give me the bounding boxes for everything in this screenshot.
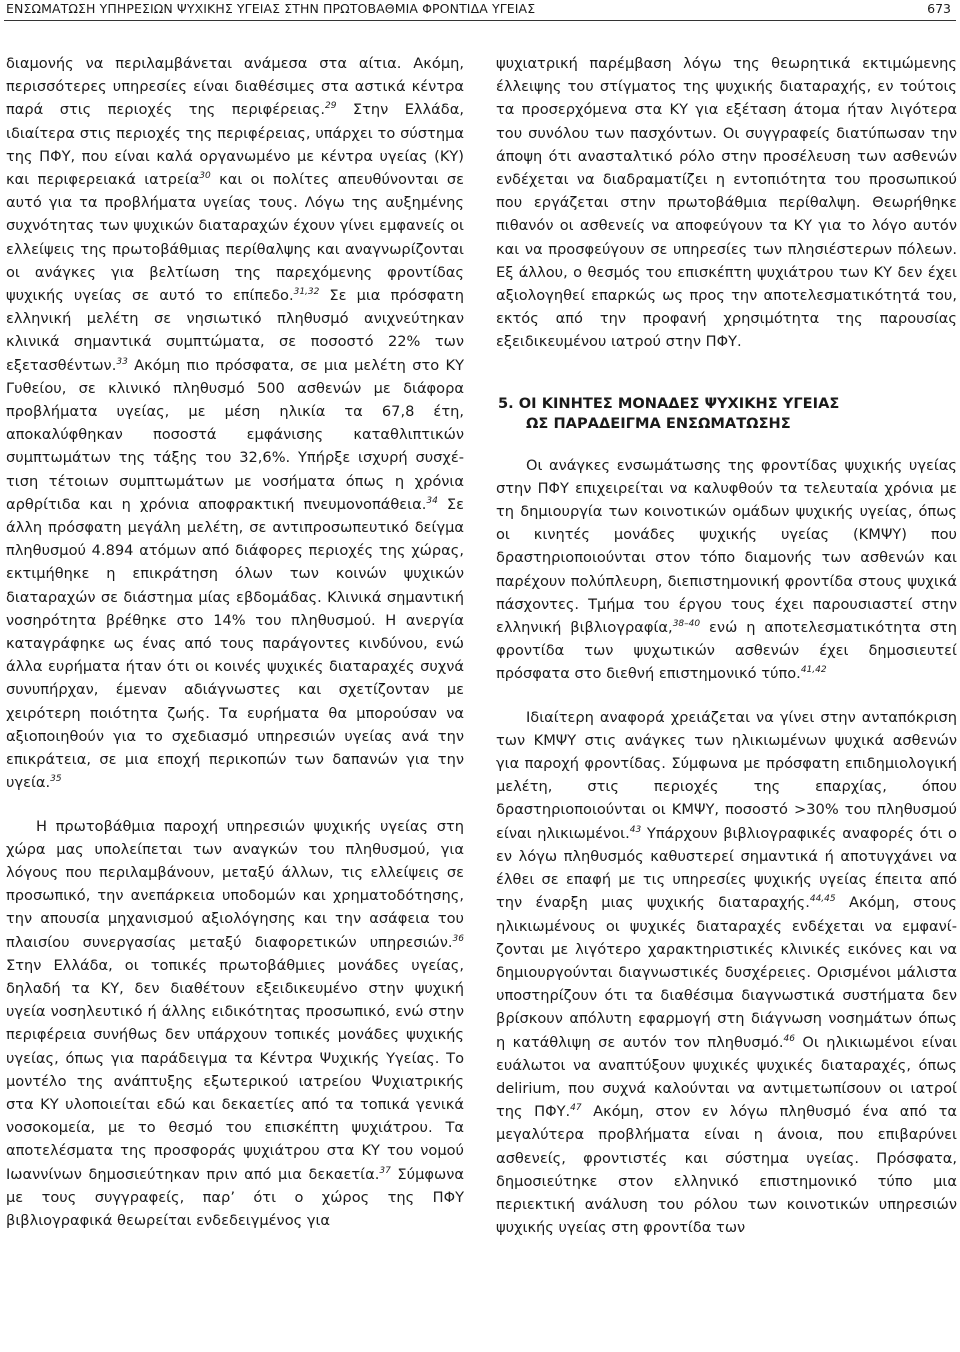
reference-marker: 34 (426, 495, 438, 506)
section-heading-line: ΩΣ ΠΑΡΑΔΕΙΓΜΑ ΕΝΣΩΜΑΤΩΣΗΣ (526, 414, 791, 432)
reference-marker: 29 (325, 101, 337, 112)
reference-marker: 30 (199, 171, 211, 182)
reference-marker: 41,42 (800, 665, 827, 676)
header-rule (4, 20, 956, 21)
paragraph: ψυχιατρική παρέμβαση λόγω της θεωρητικά εκτιμώμενης έλλειψης του στίγματος της ψυχικής διαταραχής, εν τούτοις τα προσερχόμενα στα ΚΥ για εξέταση άτομα ήταν λιγότερα του συνόλου των πασχόντων. Οι συγγραφείς διατύπωσαν την άποψη ότι ανασταλτικό ρόλο στην προσέλευση των ασθενών ενδέχεται να διαδραματίζει η εντοπιότητα του προσωπικού που εργάζεται στην πρωτοβάθμια περίθαλψη. Θεωρήθηκε πιθανόν οι ασθενείς να αποφεύγουν τα ΚΥ για το λόγο αυτόν και να προσφεύγουν σε υπηρεσίες των πλησιέστερων πόλεων. Εξ άλλου, ο θεσμός του επισκέπτη ψυχιάτρου των ΚΥ δεν έχει αξιολογηθεί επαρκώς ως προς την αποτελεσματικότητά του, εκτός από την προφανή χρησιμότητα της παρουσίας εξειδικευμένου ιατρού στην ΠΦΥ. (496, 55, 957, 351)
page-number: 673 (927, 1, 951, 16)
reference-marker: 31,32 (293, 287, 320, 298)
reference-marker: 47 (570, 1103, 582, 1114)
section-heading-line: 5. ΟΙ ΚΙΝΗΤΕΣ ΜΟΝΑΔΕΣ ΨΥΧΙΚΗΣ ΥΓΕΙΑΣ (498, 394, 840, 412)
paragraph: Οι ανάγκες ενσωμάτωσης της φροντίδας ψυχικής υγείας στην ΠΦΥ επιχειρείται να καλυφθούν τα τελευταία χρόνια με τη δημιουργία των κοινοτικών ομάδων ψυχικής υγείας, όπως οι κινητές μονάδες ψυχικής υγείας (ΚΜΨΥ) που δραστηριοποιούνται στον τόπο διαμονής των ασθενών και παρέχουν πολύπλευρη, διεπιστημονική φροντίδα στους ψυχικά πάσχοντες. Τμήμα του έργου τους έχει παρουσιαστεί στην ελληνική βιβλιογραφία,$^{38-40}$ ενώ η αποτελεσματικότητα στη φροντίδα των ψυχωτικών ασθενών έχει δημοσιευτεί πρόσφατα στο διεθνή επιστημονικό τύπο.$^{41,42}$ (496, 456, 957, 683)
reference-marker: 36 (452, 933, 464, 944)
reference-marker: 43 (629, 824, 642, 835)
paragraph: Ιδιαίτερη αναφορά χρειάζεται να γίνει στην ανταπόκριση των ΚΜΨΥ στις ανάγκες των ηλικιωμένων ψυχικά ασθενών για παροχή φροντίδας. Σύμφωνα με πρόσφατη επιδημιολογική μελέτη, στις περιοχές της επαρχίας, όπου δραστηριοποιούνται οι ΚΜΨΥ, ποσοστό >30% του πληθυσμού είναι ηλικιωμένοι.$^{43}$ Υπάρχουν βιβλιογραφικές αναφορές ότι ο εν λόγω πληθυσμός καθυστερεί σημαντικά ή αποτυγχάνει να έλθει σε επαφή με τις υπηρεσίες ψυχικής υγείας έπειτα από την έναρξη μιας ψυχικής διαταραχής.$^{44,45}$ Ακόμη, στους ηλικιωμένους οι ψυχικές διαταραχές ενδέχεται να εμφανίζονται με λιγότερο χαρακτηριστικές κλινικές εικόνες και να δημιουργούνται διαγνωστικές δυσχέρειες. Ορισμένοι μάλιστα υποστηρίζουν ότι τα διαθέσιμα διαγνωστικά συστήματα δεν βρίσκουν απόλυτη εφαρμογή στη διάγνωση νοσημάτων όπως η κατάθλιψη σε αυτόν τον πληθυσμό.$^{46}$ Οι ηλικιωμένοι είναι ευάλωτοι να αναπτύξουν ψυχικές ψυχικές διαταραχές, όπως delirium, που συχνά καλούνται να αντιμετωπίσουν οι ιατροί της ΠΦΥ.$^{47}$ Ακόμη, στον εν λόγω πληθυσμό ένα από τα μεγαλύτερα προβλήματα είναι η άνοια, που επιβαρύνει ασθενείς, φροντιστές και σύστημα υγείας. Πρόσφατα, δημοσιεύτηκε στον ελληνικό επιστημονικό τύπο μια περιεκτική ανάλυση του ρόλου των κοινοτικών υπηρεσιών ψυχικής υγείας στη φροντίδα των (496, 708, 957, 1237)
reference-marker: 44,45 (809, 894, 836, 905)
paragraph: Η πρωτοβάθμια παροχή υπηρεσιών ψυχικής υγείας στη χώρα μας υπολείπεται των αναγκών του πληθυσμού, για λόγους που περιλαμβάνουν, μεταξύ άλλων, τις ελλείψεις σε προσωπικό, την ανεπάρκεια υποδομών και χρηματοδότησης, την απουσία μηχανισμού αξιολόγησης και την ασάφεια του πλαισίου συνεργασίας μεταξύ διαφορετικών υπηρεσιών.$^{36}$ Στην Ελλάδα, οι τοπικές πρωτοβάθμιες μονάδες υγείας, δηλαδή τα ΚΥ, δεν διαθέτουν εξειδικευμένο στην ψυχική υγεία νοσηλευτικό ή άλλης ειδικότητας προσωπικό, ενώ στην περιφέρεια συνήθως δεν υπάρχουν τοπικές μονάδες ψυχικής υγείας, όπως για παράδειγμα τα Κέντρα Ψυχικής Υγείας. Το μοντέλο της ανάπτυξης εξωτερικού ιατρείου Ψυχιατρικής στα ΚΥ υλοποιείται εδώ και δεκαετίες από τα τοπικά γενικά νοσοκομεία, με το θεσμό του επισκέπτη ψυχιάτρου. Τα αποτελέσματα της προσφοράς ψυχιάτρου στα ΚΥ του νομού Ιωαννίνων δημοσιεύτηκαν πριν από μια δεκαετία.$^{37}$ Σύμφωνα με τους συγγραφείς, παρ’ ότι ο χώρος της ΠΦΥ βιβλιογραφικά θεωρείται ενδεδειγμένος για (6, 817, 464, 1229)
running-header-title: ΕΝΣΩΜΑΤΩΣΗ ΥΠΗΡΕΣΙΩΝ ΨΥΧΙΚΗΣ ΥΓΕΙΑΣ ΣΤΗΝ ΠΡΩΤΟΒΑΘΜΙΑ ΦΡΟΝΤΙΔΑ ΥΓΕΙΑΣ (6, 1, 536, 16)
reference-marker: 46 (783, 1033, 795, 1044)
reference-marker: 38–40 (672, 619, 701, 630)
paragraph: διαμονής να περιλαμβάνεται ανάμεσα στα αίτια. Ακόμη, περισσότερες υπηρεσίες είναι διαθέσιμες στα αστικά κέντρα παρά στις περιοχές της περιφέρειας.$^{29}$ Στην Ελλάδα, ιδιαίτερα στις περιοχές της περιφέρειας, υπάρχει το σύστημα της ΠΦΥ, που είναι καλά οργανωμένο με κέντρα υγείας (ΚΥ) και περιφερειακά ιατρεία$^{30}$ και οι πολίτες απευθύνονται σε αυτό για τα προβλήματα υγείας τους. Λόγω της αυξημένης συχνότητας των ψυχικών διαταραχών έχουν γίνει εμφανείς οι ελλείψεις της πρωτοβάθμιας περίθαλψης και αναγνωρίζονται οι ανάγκες για βελτίωση της παρεχόμενης φροντίδας ψυχικής υγείας σε αυτό το επίπεδο.$^{31,32}$ Σε μια πρόσφατη ελληνική μελέτη σε νησιωτικό πληθυσμό ανιχνεύτηκαν κλινικά σημαντικά συμπτώματα, σε ποσοστό 22% των εξετασθέντων.$^{33}$ Ακόμη πιο πρόσφατα, σε μια μελέτη στο ΚΥ Γυθείου, σε κλινικό πληθυσμό 500 ασθενών με διάφορα προβλήματα υγείας, με μέση ηλικία τα 67,8 έτη, αποκαλύφθηκαν ποσοστά εμφάνισης καταθλιπτικών συμπτωμάτων της τάξης του 32,6%. Υπήρξε ισχυρή συσχέτιση τέτοιων συμπτωμάτων με νοσήματα όπως η χρόνια αρθρίτιδα και η χρόνια αποφρακτική πνευμονοπάθεια.$^{34}$ Σε άλλη πρόσφατη μεγάλη μελέτη, σε αντιπροσωπευτικό δείγμα πληθυσμού 4.894 ατόμων από διάφορες περιοχές της χώρας, εκτιμήθηκε η επικράτηση όλων των κοινών ψυχικών διαταραχών σε διάστημα μίας εβδομάδας. Κλινικά σημαντική νοσηρότητα βρέθηκε στο 14% του πληθυσμού. Η ανεργία καταγράφηκε ως ένας από τους παράγοντες κινδύνου, ενώ άλλα ευρήματα ήταν ότι οι κοινές ψυχικές διαταραχές συχνά συνυπήρχαν, έμεναν αδιάγνωστες και σχετίζονταν με χειρότερη ποιότητα ζωής. Τα ευρήματα θα μπορούσαν να αξιοποιηθούν για το σχεδιασμό υπηρεσιών υγείας ανά την επικράτεια, σε μια εποχή περικοπών των δαπανών για την υγεία.$^{35}$ (6, 55, 465, 792)
section-heading (496, 394, 957, 434)
reference-marker: 33 (116, 356, 128, 367)
reference-marker: 37 (379, 1165, 391, 1176)
reference-marker: 35 (50, 774, 62, 785)
right-column (496, 52, 957, 1239)
running-header (0, 0, 960, 22)
left-column (6, 52, 464, 1232)
